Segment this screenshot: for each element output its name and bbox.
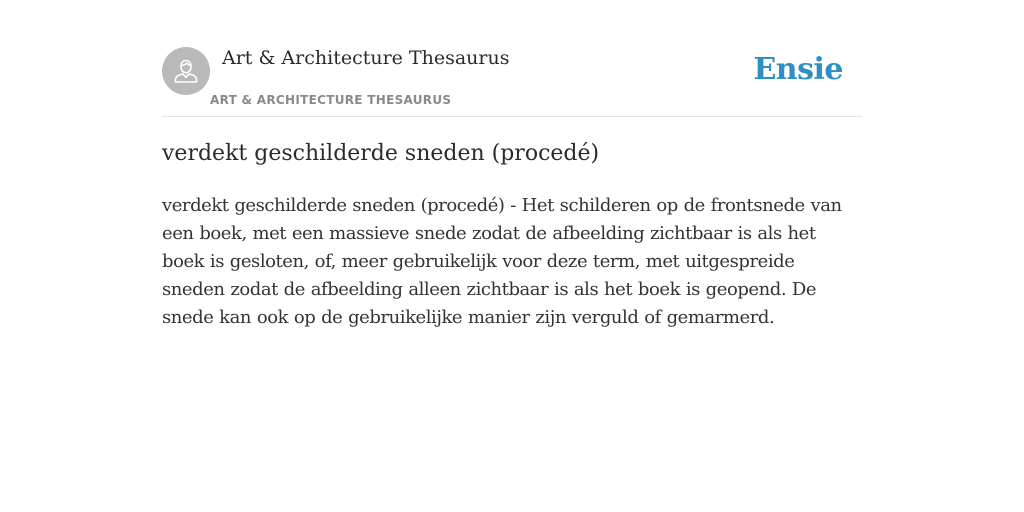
source-title[interactable]: Art & Architecture Thesaurus [222,47,510,69]
brand-logo[interactable]: Ensie [753,52,843,87]
source-subtitle: ART & ARCHITECTURE THESAURUS [210,93,452,107]
user-icon [171,56,201,86]
page-title: verdekt geschilderde sneden (procedé) [162,141,600,166]
definition-text: verdekt geschilderde sneden (procedé) - Het schilderen op de frontsnede van een boek, met een massieve snede zodat de afbeelding zichtbaar is als het boek is gesloten, of, meer gebruikelijk voor deze term, met uitgespreide sneden zodat de afbeelding alleen zichtbaar is als het boek is geopend. De snede kan ook op de gebruikelijke manier zijn verguld of gemarmerd. [162,195,842,328]
avatar[interactable] [162,47,210,95]
source-header [162,46,862,117]
